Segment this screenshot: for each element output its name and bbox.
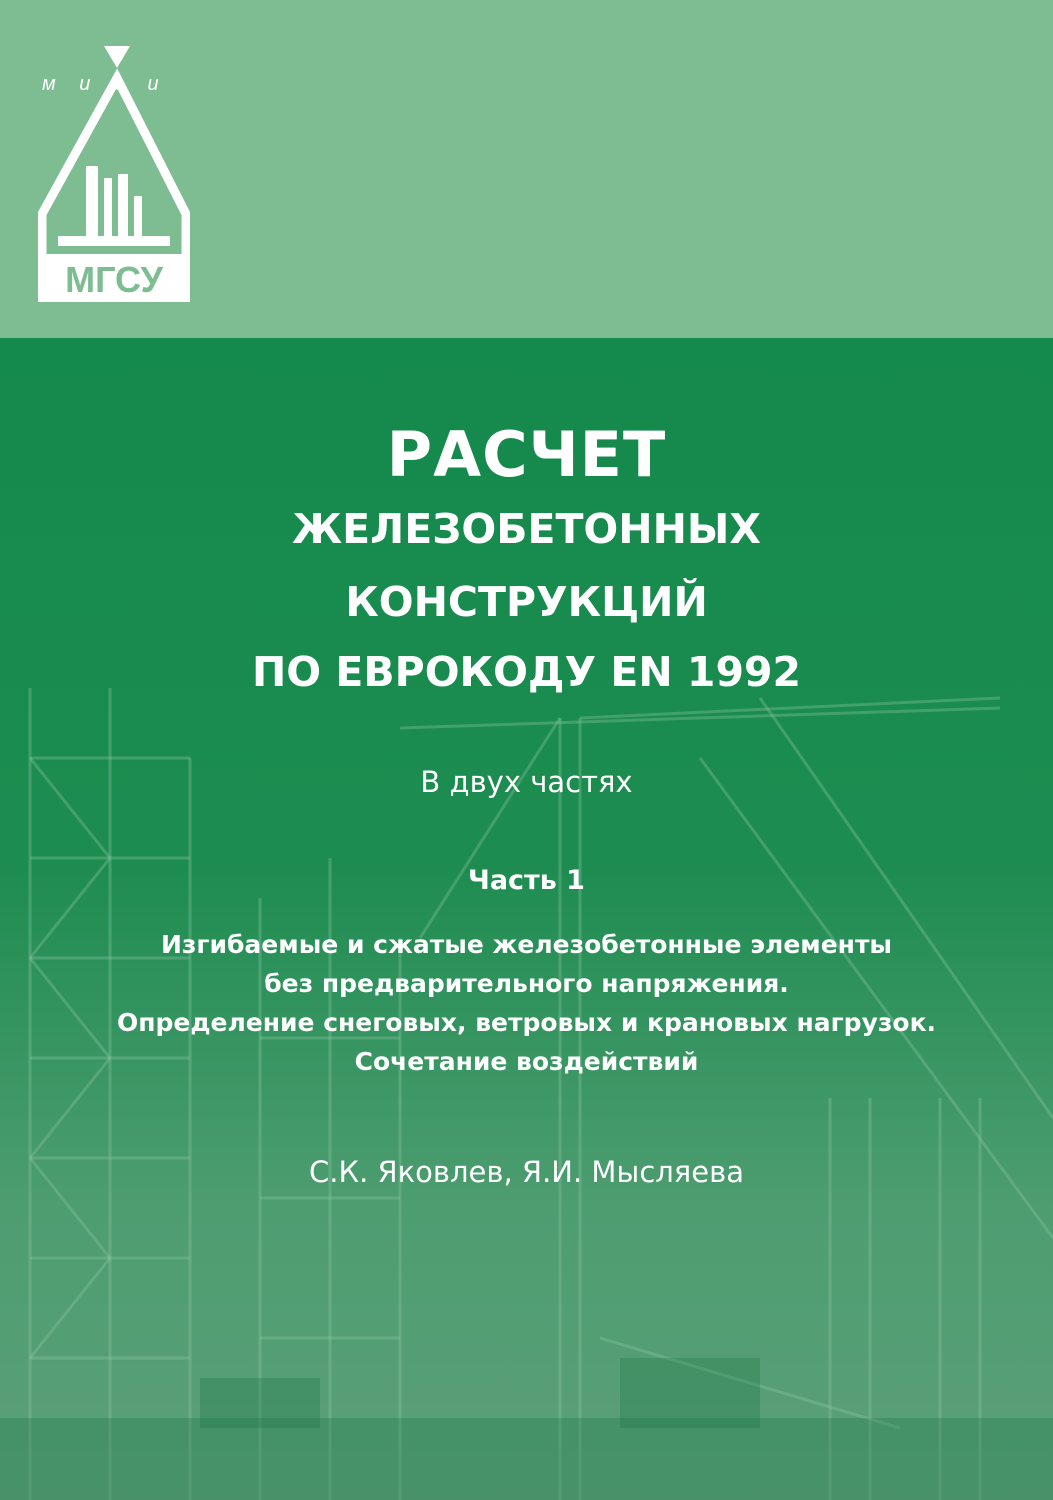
part-label: Часть 1 bbox=[468, 865, 585, 896]
svg-text:м и с и: м и с и bbox=[42, 73, 168, 95]
svg-text:МГСУ: МГСУ bbox=[65, 259, 163, 300]
description-line-2: без предварительного напряжения. bbox=[264, 969, 789, 998]
parts-note: В двух частях bbox=[420, 765, 633, 799]
title-line-2: ЖЕЛЕЗОБЕТОННЫХ bbox=[291, 505, 762, 553]
description-line-4: Сочетание воздействий bbox=[354, 1047, 699, 1076]
description-line-1: Изгибаемые и сжатые железобетонные элементы bbox=[160, 930, 893, 959]
mgsu-logo bbox=[38, 46, 190, 302]
title-line-1: РАСЧЕТ bbox=[386, 418, 667, 491]
title-line-4: ПО ЕВРОКОДУ EN 1992 bbox=[251, 648, 802, 696]
logo-emblem-icon bbox=[38, 46, 190, 302]
description-line-3: Определение снеговых, ветровых и крановых нагрузок. bbox=[116, 1008, 937, 1037]
description bbox=[0, 925, 1053, 1081]
title-line-3: КОНСТРУКЦИЙ bbox=[345, 578, 708, 626]
authors: С.К. Яковлев, Я.И. Мысляева bbox=[309, 1155, 744, 1189]
